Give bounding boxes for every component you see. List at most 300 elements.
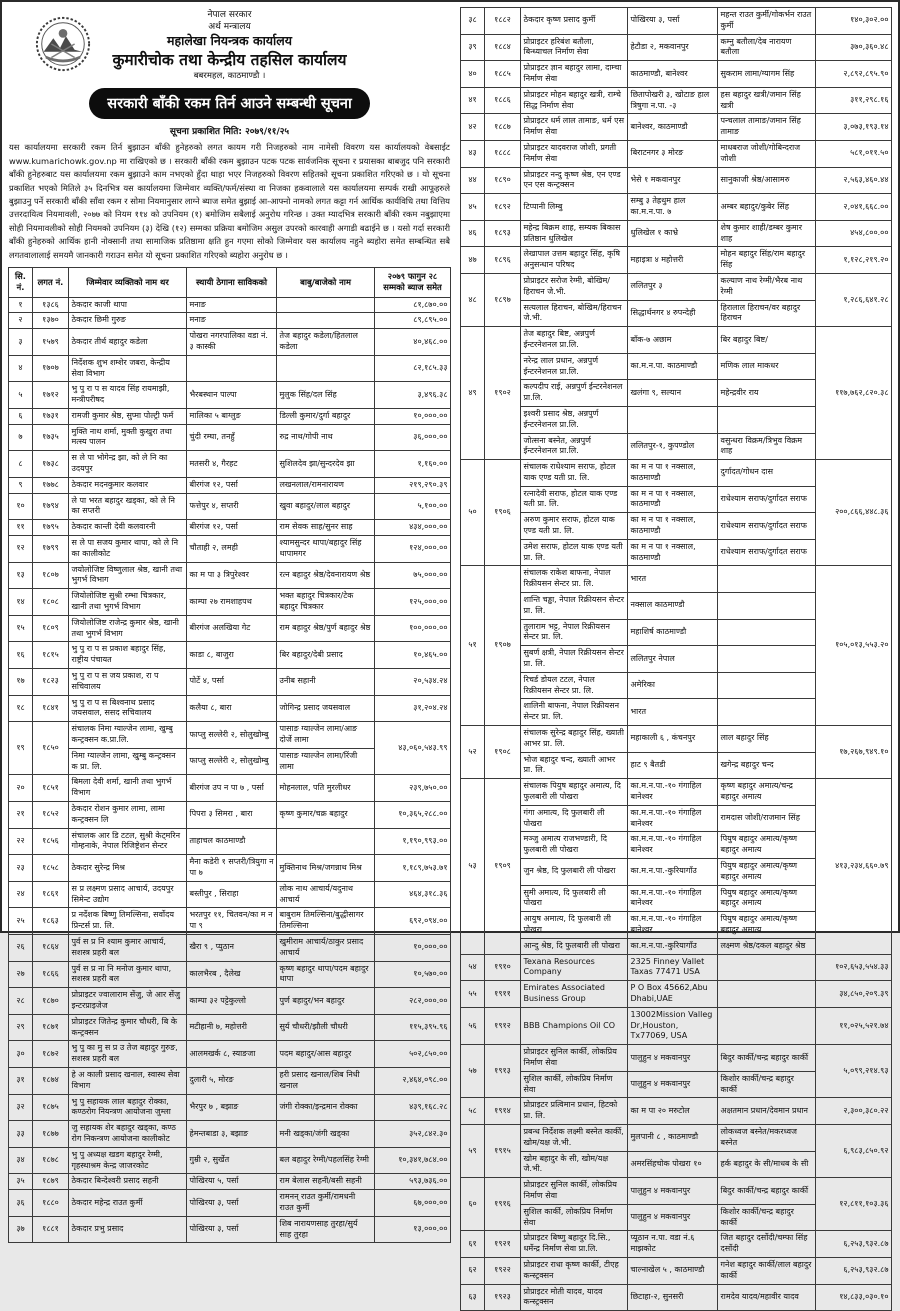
table-cell: ११ [9, 520, 33, 536]
table-cell: ललितपुर ३ [628, 273, 718, 300]
table-cell: रामदास जोशी/राजमान सिंह [718, 805, 816, 832]
table-cell: प्रोप्राइटर मोती यादव, यादव कन्स्ट्रक्सन [521, 1284, 628, 1311]
table-cell: २१ [9, 802, 33, 829]
table-cell: भैरपुर ७ , बझाङ [187, 1094, 277, 1121]
table-cell: प्रोप्राइटर हरिबंश बतौला, बिन्ध्याचल निर्माण सेवा [521, 34, 628, 61]
table-cell: डिल्ली कुमार/दुर्गा बहादुर [277, 408, 375, 424]
table-cell: ३७०,३६०.४८ [816, 34, 892, 61]
table-cell: कृष्ण बहादुर अमात्य/चन्द्र बहादुर अमात्य [718, 779, 816, 806]
table-cell: १९१६ [485, 1178, 521, 1231]
table-cell: प्रोप्राइटर राधा कृष्ण कार्की, टीएह कन्स्ट्रक्सन [521, 1257, 628, 1284]
ledger-table [8, 267, 451, 1243]
table-cell: लेखापाल उत्तम बहादुर सिंह, कृषि अनुसन्धान परिषद [521, 247, 628, 274]
table-cell: भक्त बहादुर चित्रकार/टेक बहादुर चित्रकार [277, 589, 375, 616]
table-row [461, 1284, 892, 1311]
table-cell: बिमला देवी शर्मा, खानी तथा भुगर्भ विभाग [69, 775, 187, 802]
table-cell: २८ [9, 988, 33, 1015]
table-cell: १८८४ [485, 34, 521, 61]
table-cell: १६ [9, 642, 33, 669]
table-cell: १८ [9, 695, 33, 722]
table-cell: १८७७ [33, 1121, 69, 1148]
table-cell: प्रोप्राइटर नन्दु कृष्ण श्रेष्ठ, एन एण्ड एन एस कन्ट्रक्सन [521, 167, 628, 194]
table-cell: का.म.न.पा.-१० गंगाहिल बानेश्वर [628, 885, 718, 912]
table-cell: मुलपानी ८ , काठमाण्डौ [628, 1124, 718, 1151]
table-cell: प्रोप्राइटर यादवराज जोशी, प्रगती निर्माण सेवा [521, 140, 628, 167]
table-cell: ४० [461, 61, 485, 88]
column-header: बाबु/बाजेको नाम [277, 268, 375, 297]
table-row [9, 1067, 451, 1094]
table-cell: ८२,१८५.३३ [375, 355, 451, 382]
table-cell [277, 313, 375, 329]
table-cell: प्रोप्राइटर मोहन बहादुर खत्री, राम्चे सिद्ध निर्माण सेवा [521, 87, 628, 114]
letterhead [8, 7, 451, 141]
table-cell: २३९,७५०.०० [375, 775, 451, 802]
table-cell: राम बेलास सहनी/बसी सहनी [277, 1174, 375, 1190]
table-cell: बिर बहादुर बिष्ट/ [718, 327, 816, 354]
table-cell: ३७ [9, 1216, 33, 1243]
table-cell: ठेकदार महेन्द्र राउत कुर्मी [69, 1190, 187, 1217]
table-row [9, 562, 451, 589]
table-cell: प्रोप्राइटर ज्वालाराम सेंजु, जे आर सेंजु इन्टरप्राइजेज [69, 988, 187, 1015]
table-cell: अम्बर बहादुर/कुबेर सिंह [718, 194, 816, 221]
table-cell: नरेन्द्र लाल प्रधान, अन्नपुर्ण ईन्टरनेशनल प्रा.लि. [521, 353, 628, 380]
table-cell: संचालक पियुष बहादुर अमात्य, दि फुलबारी ली पोखरा [521, 779, 628, 806]
table-cell: २० [9, 775, 33, 802]
table-cell: मुलुक सिंह/दल सिंह [277, 382, 375, 409]
table-cell: ४३,०६०,५४३.९९ [375, 722, 451, 775]
column-header: सि. नं. [9, 268, 33, 297]
table-cell: १८७१ [33, 1014, 69, 1041]
table-cell: राम सेवक साह/सुनर साह [277, 520, 375, 536]
table-cell: का.म.न.पा.-१० गंगाहिल बानेश्वर [628, 779, 718, 806]
table-cell: पालुहुन ४ मकवानपुर [628, 1204, 718, 1231]
table-cell: १७३१ [33, 408, 69, 424]
table-row [9, 1216, 451, 1243]
table-cell: १८१५ [33, 642, 69, 669]
table-cell: बल बहादुर रेग्मी/पहलसिंह रेग्मी [277, 1147, 375, 1174]
table-cell: ४३४,०००.०० [375, 520, 451, 536]
table-cell: ३३ [9, 1121, 33, 1148]
table-cell: ठेकदार तीर्थ बहादुर कडेला [69, 329, 187, 356]
table-row [461, 726, 892, 753]
table-cell: महाइत्रा ४ महोत्तरी [628, 247, 718, 274]
table-cell: ५४ [461, 954, 485, 981]
table-cell: का म पा ३ त्रिपुरेश्वर [187, 562, 277, 589]
ministry-line: अर्थ मन्त्रालय [208, 22, 251, 33]
table-cell: १५७९ [33, 329, 69, 356]
table-cell: टिप्पानी लिम्बु [521, 194, 628, 221]
table-cell: ५५ [461, 981, 485, 1008]
table-cell: ३६ [9, 1190, 33, 1217]
table-cell: ५,१००.०० [375, 493, 451, 520]
table-cell: वसुन्धरा विक्रम/त्रिभुव विक्रम शाह [718, 433, 816, 460]
table-cell: १९०८ [485, 726, 521, 779]
table-cell: १० [9, 493, 33, 520]
table-cell: भोज बहादुर चन्द, ख्याती आभर प्रा. लि. [521, 752, 628, 779]
table-cell: पियुष बहादुर अमात्य/कृष्ण बहादुर अमात्य [718, 859, 816, 886]
table-cell: २,८९२,८९५.९० [816, 61, 892, 88]
table-cell: महाकाली ६ , कंचनपुर [628, 726, 718, 753]
table-cell [277, 828, 375, 855]
table-cell: १८७० [33, 988, 69, 1015]
table-cell: रत्नादेवी सराफ, होटल याक एण्ड यती प्रा. लि. [521, 486, 628, 513]
table-cell: बस्तीपुर , सिराहा [187, 881, 277, 908]
table-cell: Emirates Associated Business Group [521, 981, 628, 1008]
table-cell: चाल्नाखेल ५ , काठमाण्डौ [628, 1257, 718, 1284]
table-cell: १८५१ [33, 775, 69, 802]
table-cell: १९०६ [485, 460, 521, 566]
table-cell: ४०,४६८.०० [375, 329, 451, 356]
table-cell: १८६६ [33, 961, 69, 988]
table-cell: ६ [9, 408, 33, 424]
table-cell: दुर्गादत/गोधन दास [718, 460, 816, 487]
table-cell [718, 699, 816, 726]
table-cell: ६० [461, 1178, 485, 1231]
table-cell: १०,०००.०० [375, 408, 451, 424]
table-row [9, 855, 451, 882]
table-row [9, 881, 451, 908]
table-cell: १८४१ [33, 695, 69, 722]
table-cell: दुलारी ५, मोरङ [187, 1067, 277, 1094]
table-cell: लाल बहादुर सिंह [718, 726, 816, 753]
table-cell: शेष कुमार शाही/डम्बर कुमार शाह [718, 220, 816, 247]
table-cell: बिदुर कार्की/चन्द्र बहादुर कार्की [718, 1045, 816, 1072]
table-cell: १९०९ [485, 779, 521, 954]
table-cell: सुशिलदेव झा/सुन्दरदेव झा [277, 451, 375, 478]
table-cell: का.म.न.पा.-कुरियागाँउ [628, 859, 718, 886]
table-cell: सुकराम लामा/ग्यागम सिंह [718, 61, 816, 88]
table-cell: जुन श्रेष्ठ, दि फुलबारी ली पोखरा [521, 859, 628, 886]
table-row [461, 327, 892, 354]
table-row [461, 273, 892, 300]
table-cell: रामनन् राउत कुर्मी/रामधनी राउत कुर्मी [277, 1190, 375, 1217]
table-cell: पियुष बहादुर अमात्य/कृष्ण बहादुर अमात्य [718, 912, 816, 939]
table-cell: १२५,०००.०० [375, 589, 451, 616]
table-cell: १२४,०००.०० [375, 536, 451, 563]
table-row [461, 247, 892, 274]
table-cell: १०,४६५.०० [375, 642, 451, 669]
table-cell: प्यूठान न.पा. वडा नं.६ माझकोट [628, 1231, 718, 1258]
table-cell: २९ [9, 1014, 33, 1041]
table-cell: शिब नारायणसाह तुरहा/सुर्य साह तुरहा [277, 1216, 375, 1243]
table-row [461, 566, 892, 593]
table-cell: १८०९ [33, 615, 69, 642]
table-cell: ३१ [9, 1067, 33, 1094]
table-cell: ३५२,८४२.३० [375, 1121, 451, 1148]
table-cell [187, 355, 277, 382]
column-header: जिम्मेवार व्यक्तिको नाम थर [69, 268, 187, 297]
table-cell: तेज बहादुर बिष्ट, अन्नपुर्ण ईन्टरनेशनल प्रा.लि. [521, 327, 628, 354]
ledger-table-right [460, 7, 892, 1311]
table-cell: १२,८११,१०३.३६ [816, 1178, 892, 1231]
table-row [9, 908, 451, 935]
table-cell: २,५६३,४६०.४४ [816, 167, 892, 194]
table-cell: बीरगंज उप न पा ७ , पर्सा [187, 775, 277, 802]
table-cell: महन्त राउत कुर्मी/गोकर्भन राउत कुर्मी [718, 8, 816, 35]
table-cell: प्रोप्राइटर प्रत्विमान प्रधान, हिटको प्रा. लि. [521, 1098, 628, 1125]
table-cell: १८२३ [33, 669, 69, 696]
table-cell: १०,३४१,७८४.०० [375, 1147, 451, 1174]
table-cell: भारत [628, 566, 718, 593]
table-cell: १७३८ [33, 451, 69, 478]
table-cell: मालिका ५ बाग्लुङ [187, 408, 277, 424]
table-cell: २१९,२९०.३९ [375, 477, 451, 493]
table-cell: ललितपुर-१, कुपण्डोल [628, 433, 718, 460]
table-cell: पुर्व स प्र नि श्याम कुमार आचार्य, सशस्त्र प्रहरी बल [69, 934, 187, 961]
table-cell: जु सहायक शेर बहादुर खड्का, कण्ठ रोग निकन्त्रण आयोजना कालीकोट [69, 1121, 187, 1148]
table-row [461, 1098, 892, 1125]
table-cell: ललितपुर नेपाल [628, 646, 718, 673]
table-cell: २००,८६६,४४८.३६ [816, 460, 892, 566]
table-cell: किशोर कार्की/चन्द्र बहादुर कार्की [718, 1204, 816, 1231]
table-cell: १८९६ [485, 247, 521, 274]
table-row [9, 424, 451, 451]
table-cell: बिदुर कार्की/चन्द्र बहादुर कार्की [718, 1178, 816, 1205]
table-cell [718, 593, 816, 620]
table-cell: हर्क बहादुर के सी/माधब के सी [718, 1151, 816, 1178]
table-cell [718, 406, 816, 433]
table-cell: ५९ [461, 1124, 485, 1177]
table-row [9, 934, 451, 961]
table-cell: सुबर्ण क्षत्री, नेपाल रिक्रीयसन सेन्टर प्रा. लि. [521, 646, 628, 673]
table-cell: १७३५ [33, 424, 69, 451]
table-cell: महेन्द्र बिक्रम शाह, सम्यक बिकास प्रतिष्ठान धुलिखेल [521, 220, 628, 247]
column-header: लगत नं. [33, 268, 69, 297]
table-cell: प्रोप्राइटर बिष्णु बहादुर दि.सि., धर्मेन्द्र निर्माण सेवा प्रा.लि. [521, 1231, 628, 1258]
table-cell: रत्न बहादुर श्रेष्ठ/देवनारायण श्रेष्ठ [277, 562, 375, 589]
table-cell: १८८८ [485, 140, 521, 167]
table-cell: मणिक लाल माकधर [718, 353, 816, 380]
table-cell: फाप्लु सल्लेरी २, सोलुखोम्बु [187, 748, 277, 775]
table-cell: काडा ८, बाजुरा [187, 642, 277, 669]
table-cell: ६९२,०९४.०० [375, 908, 451, 935]
table-cell: २७ [9, 961, 33, 988]
table-cell: ३६,०००.०० [375, 424, 451, 451]
table-cell: प्रोप्राइटर सुनिल कार्की, लोकप्रिय निर्माण सेवा [521, 1045, 628, 1072]
table-cell: लखनलाल/रामनारायण [277, 477, 375, 493]
table-row [9, 1094, 451, 1121]
table-cell: १८०७ [33, 562, 69, 589]
ledger-table-left [8, 267, 451, 1243]
table-cell: पोखिरया ३, पर्सा [187, 1190, 277, 1217]
table-cell: ४५४,८००.०० [816, 220, 892, 247]
table-header-row [9, 268, 451, 297]
table-row [9, 988, 451, 1015]
table-cell: १८८० [33, 1190, 69, 1217]
table-cell: २८२,०००.०० [375, 988, 451, 1015]
table-cell: ठेकदार मदनकुमार कलवार [69, 477, 187, 493]
table-cell: १७१२ [33, 382, 69, 409]
notice-body-paragraph: यस कार्यालयमा सरकारी रकम तिर्न बुझाउन बाँकी हुनेहरुको लगत कायम गरी निजहरुको नाम नामेसी विवरण यस कार्यालयको वेबसाईट www.kumarichowk.gov.np मा राखिएको छ । सरकारी बाँकी रकम बुझाउन पटक पटक सार्वजनिक सूचना र प्रयासका बाबजुद पनि सरकारी बाँकी हुनेहरुबाट यस कार्यालयमा रकम बुझाउने काम नभएको हुँदा थाहा भएर निजहरुको विवरण सहितको सूचना प्रकाशित गरिएको छ । यो सूचना प्रकाशित भएको मितिले ३५ दिनभित्र यस कार्यालयमा जिम्मेवार व्यक्ति/फर्म/संस्था वा निजका हकवालाले यस कार्यालयमा सम्पर्क राखी आफूहरुले बुझाउनु पर्ने सरकारी बाँकी साँवा रकम र सोमा नियमानुसार लाग्ने ब्याज समेत बुझाई आ-आफ्नो नामको लगत कट्टा गर्न आर्थिक कार्यविधि तथा वित्तिय उत्तरदायित्व नियमावली, २०७७ को नियम ११४ को उपनियम (१) बमोजिम सबैलाई अनुरोध गरिन्छ । उक्त म्यादभित्र सरकारी बाँकी रकम नबुझाएमा सोही नियमावलीको सोही नियमको उपनियम (३) देखि (१२) सम्मका प्रक्रिया बमोजिम असुल उपरको कारवाही अगाडी बढाईने छ । यसो गर्दा सरकारी बाँकी हुनेहरुको आर्थिक हानी नोक्सानी तथा सामाजिक प्रतिष्ठामा क्षति हुन गएमा सोको जिम्मेवार यस कार्यालय नहुने ब्यहोरा समेत सम्बन्धित सबै लगतवालालाई समयमै जानकारी गराउन समेत यो सूचना प्रकाशित गरिएको ब्यहोरा अनुरोध छ । [9, 142, 450, 260]
table-cell: पदम बहादुर/आस बहादुर [277, 1041, 375, 1068]
table-row [9, 1041, 451, 1068]
table-row [9, 589, 451, 616]
table-cell: भु पु अध्यक्ष खडग बहादुर रेग्मी, गृहस्थाश्रम केन्द्र जाजरकोट [69, 1147, 187, 1174]
table-cell: ५६ [461, 1007, 485, 1044]
table-cell: १०५,०१३,५५३.२० [816, 566, 892, 726]
table-cell: १३ [9, 562, 33, 589]
table-cell: १,१९०,९९३.०० [375, 828, 451, 855]
table-cell: १८६१ [33, 881, 69, 908]
table-cell: २,४६४,०९८.०० [375, 1067, 451, 1094]
table-cell: संचालक आर डि टटल, सुश्री केट्मरिन गोम्हनाके, नेपाल रिजिष्ट्रेशन सेन्टर [69, 828, 187, 855]
table-cell: मोहनलाल, पति मुरलीधर [277, 775, 375, 802]
table-row [9, 477, 451, 493]
table-cell: माधबराज जोशी/गोबिन्दराज जोशी [718, 140, 816, 167]
table-cell: का.म.न.पा. काठमाण्डौ [628, 353, 718, 380]
table-cell: जियोलोजिष्ट सुश्री रम्भा चित्रकार, खानी तथा भुगर्भ विभाग [69, 589, 187, 616]
table-cell: गुम्री २, सुर्खेत [187, 1147, 277, 1174]
table-cell: महेन्द्रवीर राय [718, 380, 816, 407]
table-cell: १८९२ [485, 194, 521, 221]
table-cell: सुशिल कार्की, लोकप्रिय निर्माण सेवा [521, 1071, 628, 1098]
table-cell: जोत्सना बस्नेत, अन्नपुर्ण ईन्टरनेशनल प्रा.लि. [521, 433, 628, 460]
table-cell: BBB Champions Oil CO [521, 1007, 628, 1044]
table-cell: १००,०००.०० [375, 615, 451, 642]
office-address-line: बबरमहल, काठमाण्डौ । [193, 71, 266, 82]
table-row [461, 194, 892, 221]
table-cell: २५ [9, 908, 33, 935]
table-row [9, 1121, 451, 1148]
table-cell: २०,५३४.२४ [375, 669, 451, 696]
table-cell: का म पा २० मरुटोल [628, 1098, 718, 1125]
table-cell: अमरसिंहचोक पोखरा १० [628, 1151, 718, 1178]
table-cell: का.म.न.पा.-कुरियागाँउ [628, 938, 718, 954]
table-cell: चौताही २, लमही [187, 536, 277, 563]
table-cell [277, 355, 375, 382]
table-cell [718, 954, 816, 981]
table-cell: ३५ [9, 1174, 33, 1190]
table-row [461, 114, 892, 141]
table-cell: अरुण कुमार सराफ, होटल याक एण्ड यती प्रा. लि. [521, 513, 628, 540]
table-cell: प्रबन्ध निर्देशक लक्ष्मी बस्नेत कार्की, खोम/यक्ष जे.भी. [521, 1124, 628, 1151]
table-cell: १,१२८,२१९.२० [816, 247, 892, 274]
table-cell: ४६ [461, 220, 485, 247]
table-cell: नक्साल काठमाण्डौ [628, 593, 718, 620]
table-cell: ५३ [461, 779, 485, 954]
table-cell: बानेश्वर, काठमाण्डौ [628, 114, 718, 141]
table-cell [718, 566, 816, 593]
table-cell: सिद्धार्थनगर ४ रुपन्देही [628, 300, 718, 327]
table-cell: पुर्ण बहादुर/भन बहादुर [277, 988, 375, 1015]
table-cell: १,१८९,७५३.७१ [375, 855, 451, 882]
table-cell: का म न पा १ नक्साल, काठमाण्डौ [628, 486, 718, 513]
table-cell: ६३ [461, 1284, 485, 1311]
table-cell: १८७२ [33, 1041, 69, 1068]
table-cell: ठेकदार सुरेन्द्र मिश्र [69, 855, 187, 882]
table-cell: ६,२५३,९३२.८७ [816, 1231, 892, 1258]
left-column [8, 7, 451, 1239]
table-cell: १९१० [485, 954, 521, 981]
table-cell: सत्यलाल हिराचन, बोखिम/हिराचन जे.भी. [521, 300, 628, 327]
table-cell: कल्याण नाथ रेग्मी/भैरब नाथ रेग्मी [718, 273, 816, 300]
table-cell: १८९३ [485, 220, 521, 247]
table-cell: खलंगा ९, सल्यान [628, 380, 718, 407]
table-cell: पन्चलाल तामाङ/जमान सिंह तामाङ [718, 114, 816, 141]
table-cell: आयुष अमात्य, दि फुलबारी ली पोखरा [521, 912, 628, 939]
table-cell: स ले पा सजय कुमार थापा, को ले नि का कालीकोट [69, 536, 187, 563]
table-cell: १९२१ [485, 1231, 521, 1258]
table-cell: ८१,८७०.०० [375, 297, 451, 313]
table-cell: २२ [9, 828, 33, 855]
table-cell: ३ [9, 329, 33, 356]
table-cell: १८९७ [485, 273, 521, 326]
table-cell: खुवा बहादुर/लाल बहादुर [277, 493, 375, 520]
table-cell [628, 406, 718, 433]
table-cell: ४७ [461, 247, 485, 274]
table-cell: तुलाराम भट्ट, नेपाल रिक्रीयसन सेन्टर प्रा. लि. [521, 619, 628, 646]
table-cell: किशोर कार्की/चन्द्र बहादुर कार्की [718, 1071, 816, 1098]
table-cell: भु पु रा प स बिश्वनाथ प्रसाद जयसवाल, ससद सचिवालय [69, 695, 187, 722]
table-cell: ठेकदार कान्ती देवी कलवारनी [69, 520, 187, 536]
table-cell: पोखरा नगरपालिका वडा नं. ३ कास्की [187, 329, 277, 356]
table-cell: इश्वरी प्रसाद श्रेष्ठ, अन्नपुर्ण ईन्टरनेशनल प्रा.लि. [521, 406, 628, 433]
table-cell: ३४ [9, 1147, 33, 1174]
table-cell: कलैया ८, बारा [187, 695, 277, 722]
table-cell: कम्नु बतौला/देब नारायण बतौला [718, 34, 816, 61]
table-cell: ७ [9, 424, 33, 451]
table-cell: १२ [9, 536, 33, 563]
table-cell: ५२ [461, 726, 485, 779]
table-cell: काम्पा ३२ पट्टेकुल्लो [187, 988, 277, 1015]
table-cell: १८५२ [33, 802, 69, 829]
table-cell: ५९३,७३६.०० [375, 1174, 451, 1190]
table-cell: रुद्र नाथ/गोपी नाथ [277, 424, 375, 451]
table-cell: सम्बु ३ तेह्रथुम हाल का.म.न.पा. ७ [628, 194, 718, 221]
table-cell: स प्र लक्ष्मण प्रसाद आचार्य, उदयपुर सिमेन्ट उद्योग [69, 881, 187, 908]
table-cell: जित बहादुर दर्सोदी/चम्फा सिंह दर्सोदी [718, 1231, 816, 1258]
table-cell: ४ [9, 355, 33, 382]
table-row [461, 779, 892, 806]
table-cell: १७ [9, 669, 33, 696]
table-cell: लोक नाथ आचार्य/यदुनाथ आचार्य [277, 881, 375, 908]
table-cell: ११७,७६२,८२०.३८ [816, 327, 892, 460]
table-cell: पोर्टे ४, पर्सा [187, 669, 277, 696]
table-row [461, 1231, 892, 1258]
table-row [461, 954, 892, 981]
table-cell: सुर्य चौधरी/झौली चौधरी [277, 1014, 375, 1041]
table-cell: १८८२ [485, 8, 521, 35]
table-cell: बाँक-७ अछाम [628, 327, 718, 354]
table-row [9, 313, 451, 329]
table-cell: खुमीराम आचार्य/ठाकुर प्रसाद आचार्य [277, 934, 375, 961]
table-cell: पालुहुन ४ मकवानपुर [628, 1045, 718, 1072]
table-cell: स ले पा भोगेन्द्र झा, को ले नि का उदयपुर [69, 451, 187, 478]
table-cell: १ [9, 297, 33, 313]
table-cell: मनाङ [187, 313, 277, 329]
table-cell: पियुष बहादुर अमात्य/कृष्ण बहादुर अमात्य [718, 832, 816, 859]
table-cell: १९१५ [485, 1124, 521, 1177]
table-cell: उमेश सराफ, होटल याक एण्ड यती प्रा. लि. [521, 539, 628, 566]
table-cell: संचालक राधेश्याम सराफ, होटल याक एण्ड यती प्रा. लि. [521, 460, 628, 487]
table-cell: १९२२ [485, 1257, 521, 1284]
table-cell: ११,०२५,५२१.७४ [816, 1007, 892, 1044]
table-cell: १,२८६,६४१.२८ [816, 273, 892, 326]
table-cell: १३७० [33, 313, 69, 329]
table-row [9, 642, 451, 669]
table-cell: ४४ [461, 167, 485, 194]
table-cell: पोखिरया ३, पर्सा [628, 8, 718, 35]
table-cell: १८७८ [33, 1147, 69, 1174]
table-row [9, 695, 451, 722]
table-row [9, 961, 451, 988]
table-row [9, 355, 451, 382]
table-cell: लोकध्वज बस्नेत/मकरध्वज बस्नेत [718, 1124, 816, 1151]
table-cell: कृष्ण कुमार/चक्र बहादुर [277, 802, 375, 829]
table-cell: प्रोप्राइटर धर्म लाल तामाङ, धर्म एस निर्माण सेवा [521, 114, 628, 141]
table-cell: का.म.न.पा.-१० गंगाहिल बानेश्वर [628, 832, 718, 859]
nepal-coat-of-arms-icon [34, 15, 92, 73]
